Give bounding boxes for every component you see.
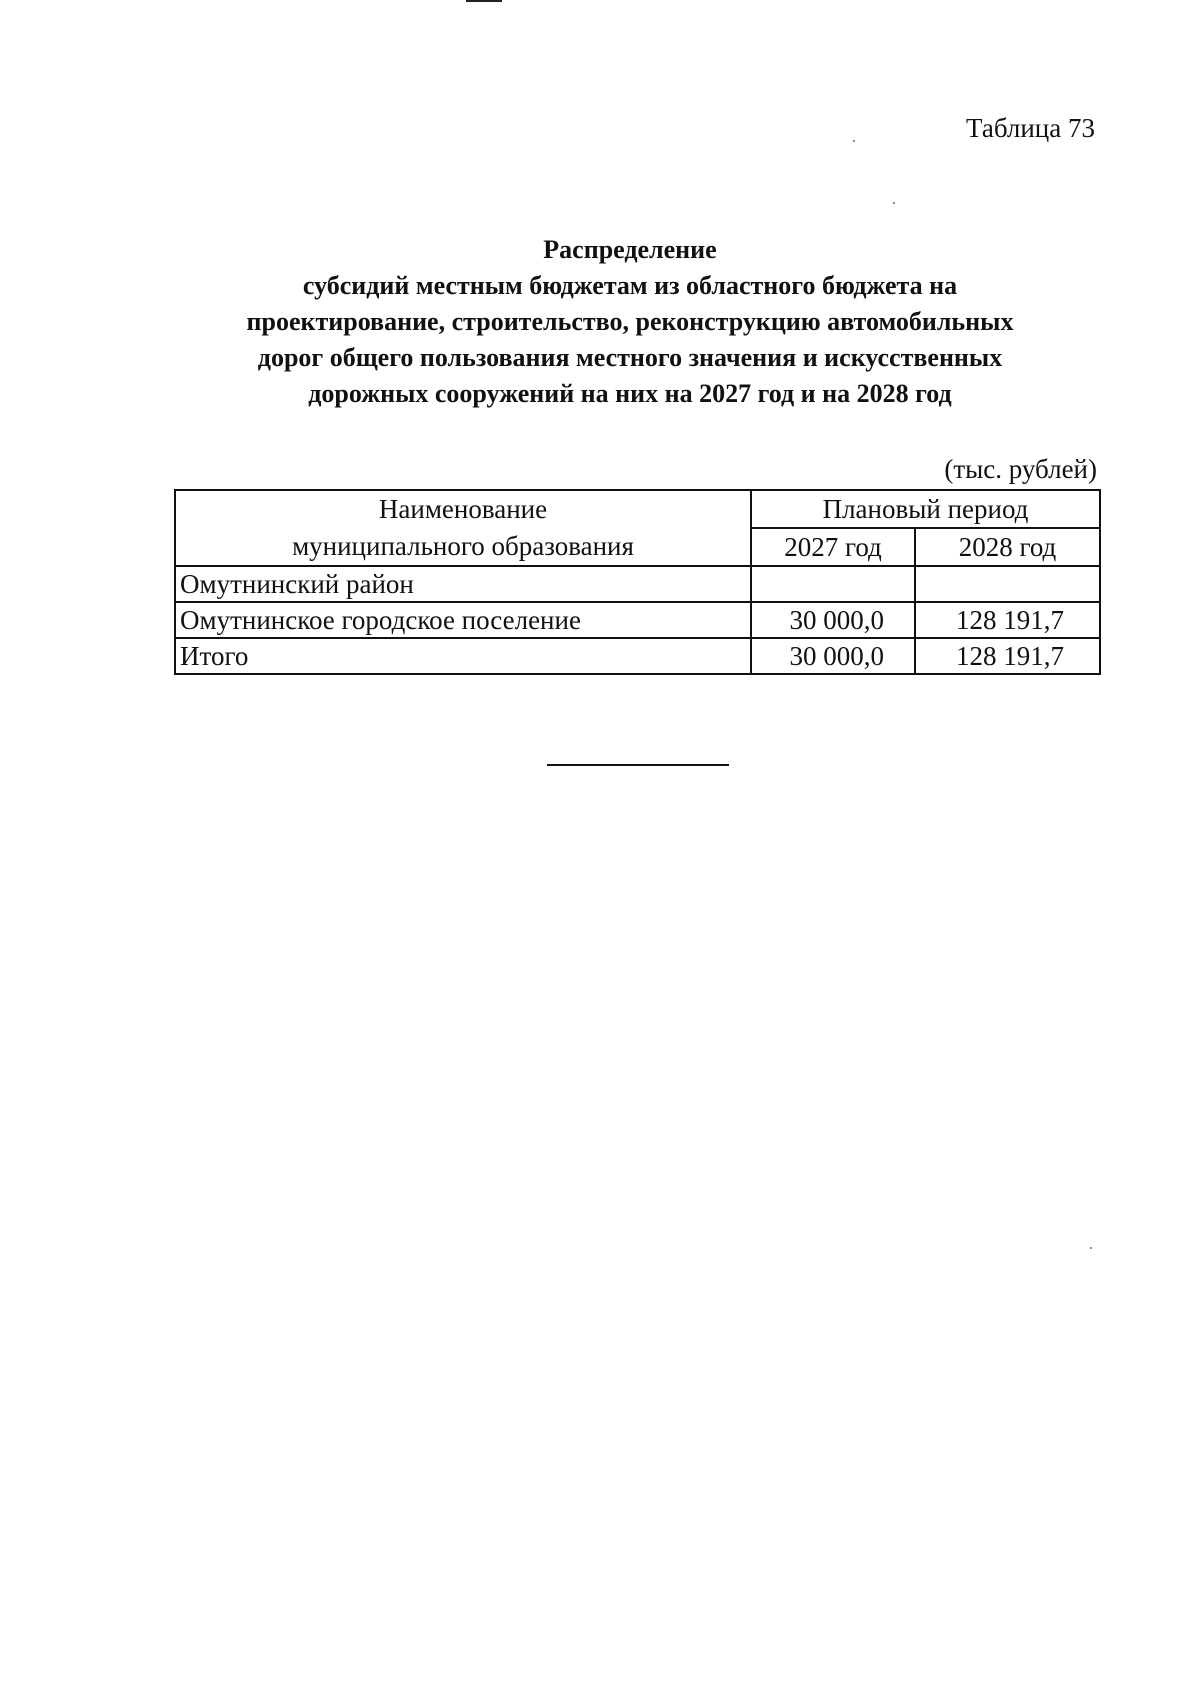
municipality-name: Омутнинский район bbox=[175, 566, 751, 602]
header-name-line2: муниципального образования bbox=[292, 531, 634, 561]
header-row bbox=[175, 490, 1100, 528]
scan-speck bbox=[1090, 1247, 1092, 1249]
subsidy-table bbox=[174, 489, 1101, 675]
table-row bbox=[175, 602, 1100, 638]
document-title bbox=[160, 232, 1100, 412]
scan-speck bbox=[893, 202, 895, 204]
municipality-name: Омутнинское городское поселение bbox=[175, 602, 751, 638]
scan-mark bbox=[466, 0, 502, 2]
header-planning-period: Плановый период bbox=[751, 490, 1100, 528]
header-year-2028: 2028 год bbox=[915, 528, 1100, 566]
header-year-2027: 2027 год bbox=[751, 528, 915, 566]
table-row bbox=[175, 566, 1100, 602]
total-2027: 30 000,0 bbox=[751, 638, 915, 674]
total-2028: 128 191,7 bbox=[915, 638, 1100, 674]
title-line: проектирование, строительство, реконструкцию автомобильных bbox=[246, 307, 1014, 336]
scan-speck bbox=[853, 140, 855, 142]
header-municipality bbox=[175, 490, 751, 566]
units-label: (тыс. рублей) bbox=[944, 454, 1097, 484]
title-line: дорог общего пользования местного значения и искусственных bbox=[257, 343, 1003, 372]
header-name-line1: Наименование bbox=[378, 494, 548, 524]
total-row bbox=[175, 638, 1100, 674]
value-2028: 128 191,7 bbox=[915, 602, 1100, 638]
title-line: Распределение bbox=[543, 235, 717, 264]
title-line: дорожных сооружений на них на 2027 год и на 2028 год bbox=[308, 379, 952, 408]
value-2027: 30 000,0 bbox=[751, 602, 915, 638]
table-number: Таблица 73 bbox=[966, 113, 1095, 143]
total-label: Итого bbox=[175, 638, 751, 674]
value-2028 bbox=[915, 566, 1100, 602]
value-2027 bbox=[751, 566, 915, 602]
end-divider bbox=[547, 764, 729, 766]
title-line: субсидий местным бюджетам из областного бюджета на bbox=[302, 271, 958, 300]
